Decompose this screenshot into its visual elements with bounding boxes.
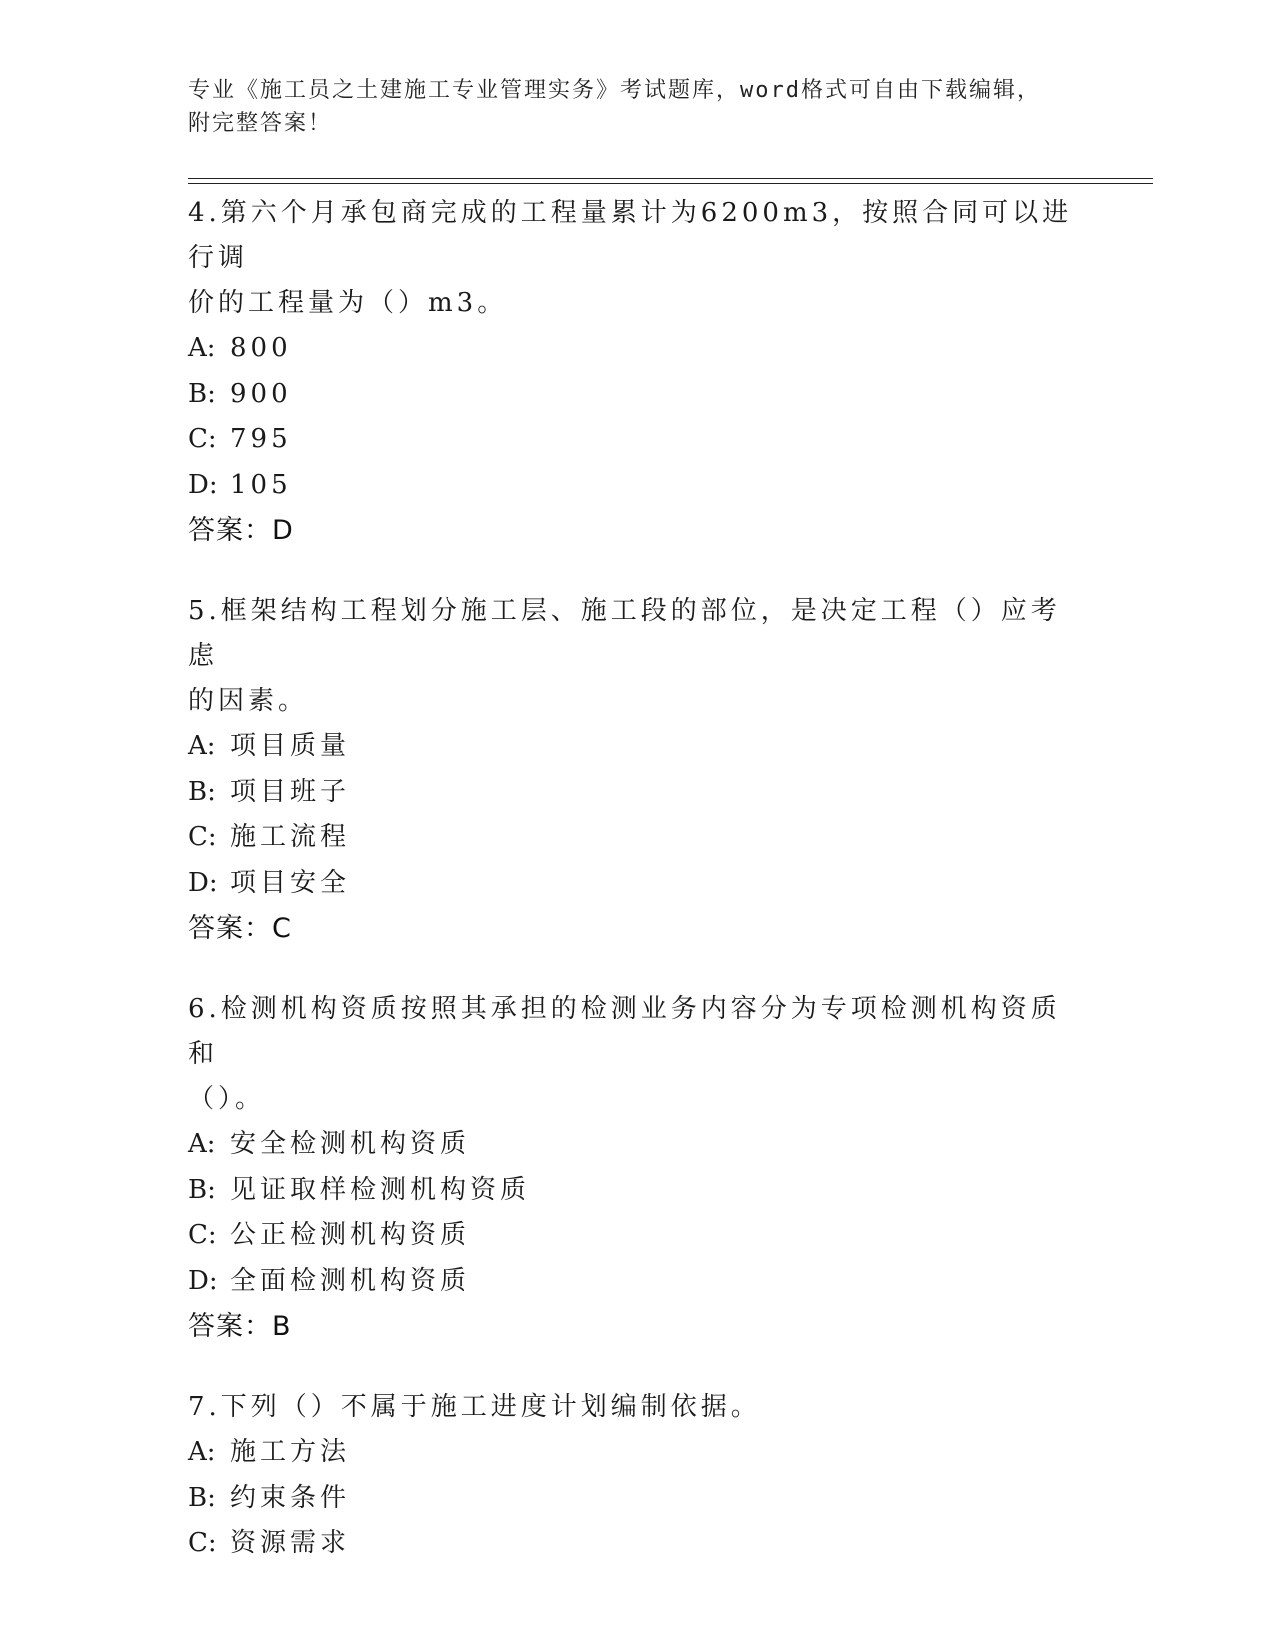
question-text-line-2: 价的工程量为（）m3。 [188, 288, 508, 318]
option-letter: A: [188, 1129, 216, 1159]
answer: 答案：D [188, 515, 294, 546]
option-letter: B: [188, 776, 216, 807]
option-letter: D: [188, 867, 218, 898]
option-letter: C: [188, 424, 217, 454]
option-letter: B: [188, 378, 216, 409]
answer: 答案：B [188, 1311, 292, 1342]
question-list [188, 191, 1088, 1603]
question-text-line-2: 的因素。 [188, 686, 309, 716]
option-d [188, 1259, 1088, 1305]
option-text: 项目安全 [230, 867, 351, 898]
option-text: 795 [230, 424, 292, 454]
option-letter: A: [188, 333, 216, 363]
option-c [188, 1521, 1088, 1567]
option-a [188, 326, 1088, 372]
question-6 [188, 987, 1088, 1349]
question-4 [188, 191, 1088, 553]
option-a [188, 1122, 1088, 1168]
question-5 [188, 589, 1088, 951]
option-letter: D: [188, 1265, 218, 1296]
option-b [188, 372, 1088, 418]
question-text-line-2: （）。 [188, 1084, 266, 1114]
question-text [188, 589, 1088, 724]
option-letter: C: [188, 1220, 217, 1250]
question-7 [188, 1385, 1088, 1567]
option-letter: A: [188, 731, 216, 761]
question-text [188, 1385, 1088, 1430]
option-text: 公正检测机构资质 [230, 1220, 471, 1250]
option-text: 900 [230, 378, 292, 409]
option-letter: B: [188, 1482, 216, 1513]
header-line-2: 附完整答案！ [188, 111, 333, 136]
option-b [188, 770, 1088, 816]
option-letter: C: [188, 822, 217, 852]
option-text: 约束条件 [230, 1482, 351, 1513]
option-letter: B: [188, 1174, 216, 1205]
option-text: 800 [230, 333, 292, 363]
document-header [188, 74, 1068, 140]
option-text: 见证取样检测机构资质 [230, 1174, 531, 1205]
question-text [188, 987, 1088, 1122]
question-text-line-1: 7.下列（）不属于施工进度计划编制依据。 [188, 1392, 761, 1422]
option-text: 资源需求 [230, 1528, 351, 1558]
option-letter: C: [188, 1528, 217, 1558]
option-text: 项目班子 [230, 776, 351, 807]
option-text: 施工流程 [230, 822, 351, 852]
answer: 答案：C [188, 913, 292, 944]
option-c [188, 1213, 1088, 1259]
option-text: 施工方法 [230, 1437, 351, 1467]
header-divider-bottom [188, 183, 1153, 184]
option-letter: A: [188, 1437, 216, 1467]
option-text: 项目质量 [230, 731, 351, 761]
question-text-line-1: 6.检测机构资质按照其承担的检测业务内容分为专项检测机构资质和 [188, 994, 1061, 1069]
option-text: 安全检测机构资质 [230, 1129, 471, 1159]
option-c [188, 417, 1088, 463]
option-letter: D: [188, 469, 218, 500]
option-d [188, 463, 1088, 509]
option-text: 105 [230, 469, 292, 500]
option-b [188, 1476, 1088, 1522]
option-a [188, 1430, 1088, 1476]
question-text [188, 191, 1088, 326]
question-text-line-1: 4.第六个月承包商完成的工程量累计为6200m3，按照合同可以进行调 [188, 198, 1073, 273]
header-line-1: 专业《施工员之土建施工专业管理实务》考试题库，word格式可自由下载编辑， [188, 78, 1041, 103]
option-c [188, 815, 1088, 861]
option-a [188, 724, 1088, 770]
option-text: 全面检测机构资质 [230, 1265, 471, 1296]
header-divider-top [188, 178, 1153, 179]
option-b [188, 1168, 1088, 1214]
question-text-line-1: 5.框架结构工程划分施工层、施工段的部位，是决定工程（）应考虑 [188, 596, 1061, 671]
option-d [188, 861, 1088, 907]
